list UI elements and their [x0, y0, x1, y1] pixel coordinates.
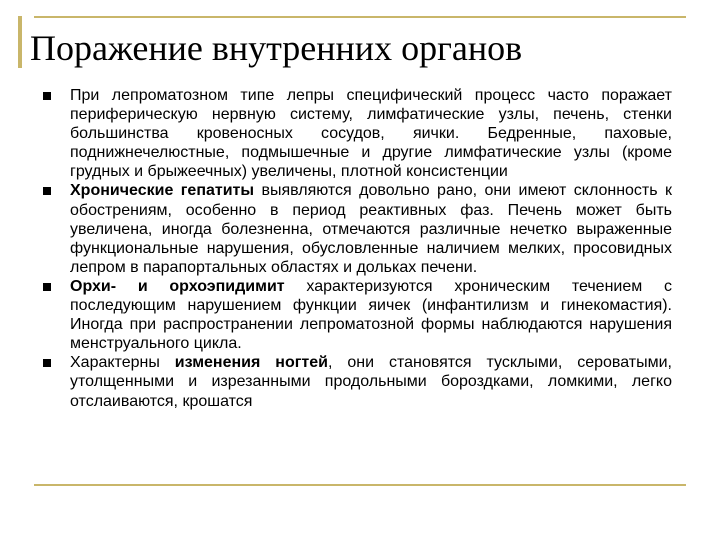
list-item-text	[70, 181, 672, 276]
bullet-list	[40, 86, 672, 411]
text-segment: , они становятся тусклыми, сероватыми, утолщенными и изрезанными продольными бороздками, ломкими, легко отслаиваются, крошатся	[70, 354, 672, 410]
square-bullet-icon	[43, 283, 51, 291]
bold-term: Орхи- и орхоэпидимит	[70, 277, 285, 295]
list-item	[40, 86, 672, 181]
list-item-text	[70, 86, 672, 181]
bottom-divider-line	[34, 484, 686, 486]
slide-title: Поражение внутренних органов	[30, 28, 523, 68]
square-bullet-icon	[43, 187, 51, 195]
list-item-text	[70, 353, 672, 410]
list-item	[40, 277, 672, 353]
square-bullet-icon	[43, 92, 51, 100]
list-item-text	[70, 277, 672, 353]
list-item	[40, 181, 672, 276]
bold-term: изменения ногтей	[174, 354, 328, 372]
text-segment: При лепроматозном типе лепры специфический процесс часто поражает периферическую нервную систему, лимфатические узлы, печень, стенки большинства кровеносных сосудов, яички. Бедренные, паховые, поднижнечелюстные, подмышечные и другие лимфатические узлы (кроме грудных и брыжеечных) увеличены, плотной консистенции	[70, 87, 672, 181]
title-accent-bar	[18, 16, 22, 68]
text-segment: Характерны	[70, 354, 175, 372]
list-item	[40, 353, 672, 410]
square-bullet-icon	[43, 359, 51, 367]
text-segment: выявляются довольно рано, они имеют склонность к обострениям, особенно в период реактивных фаз. Печень может быть увеличена, иногда болезненна, отмечаются различные нечетко выраженные функциональные нарушения, обусловленные наличием мелких, просовидных лепром в парапортальных областях и дольках печени.	[70, 182, 672, 276]
text-segment: характеризуются хроническим течением с последующим нарушением функции яичек (инфантилизм и гинекомастия). Иногда при распространении лепроматозной формы наблюдаются нарушения менструального цикла.	[70, 277, 672, 353]
bold-term: Хронические гепатиты	[70, 182, 255, 200]
top-divider-line	[34, 16, 686, 18]
